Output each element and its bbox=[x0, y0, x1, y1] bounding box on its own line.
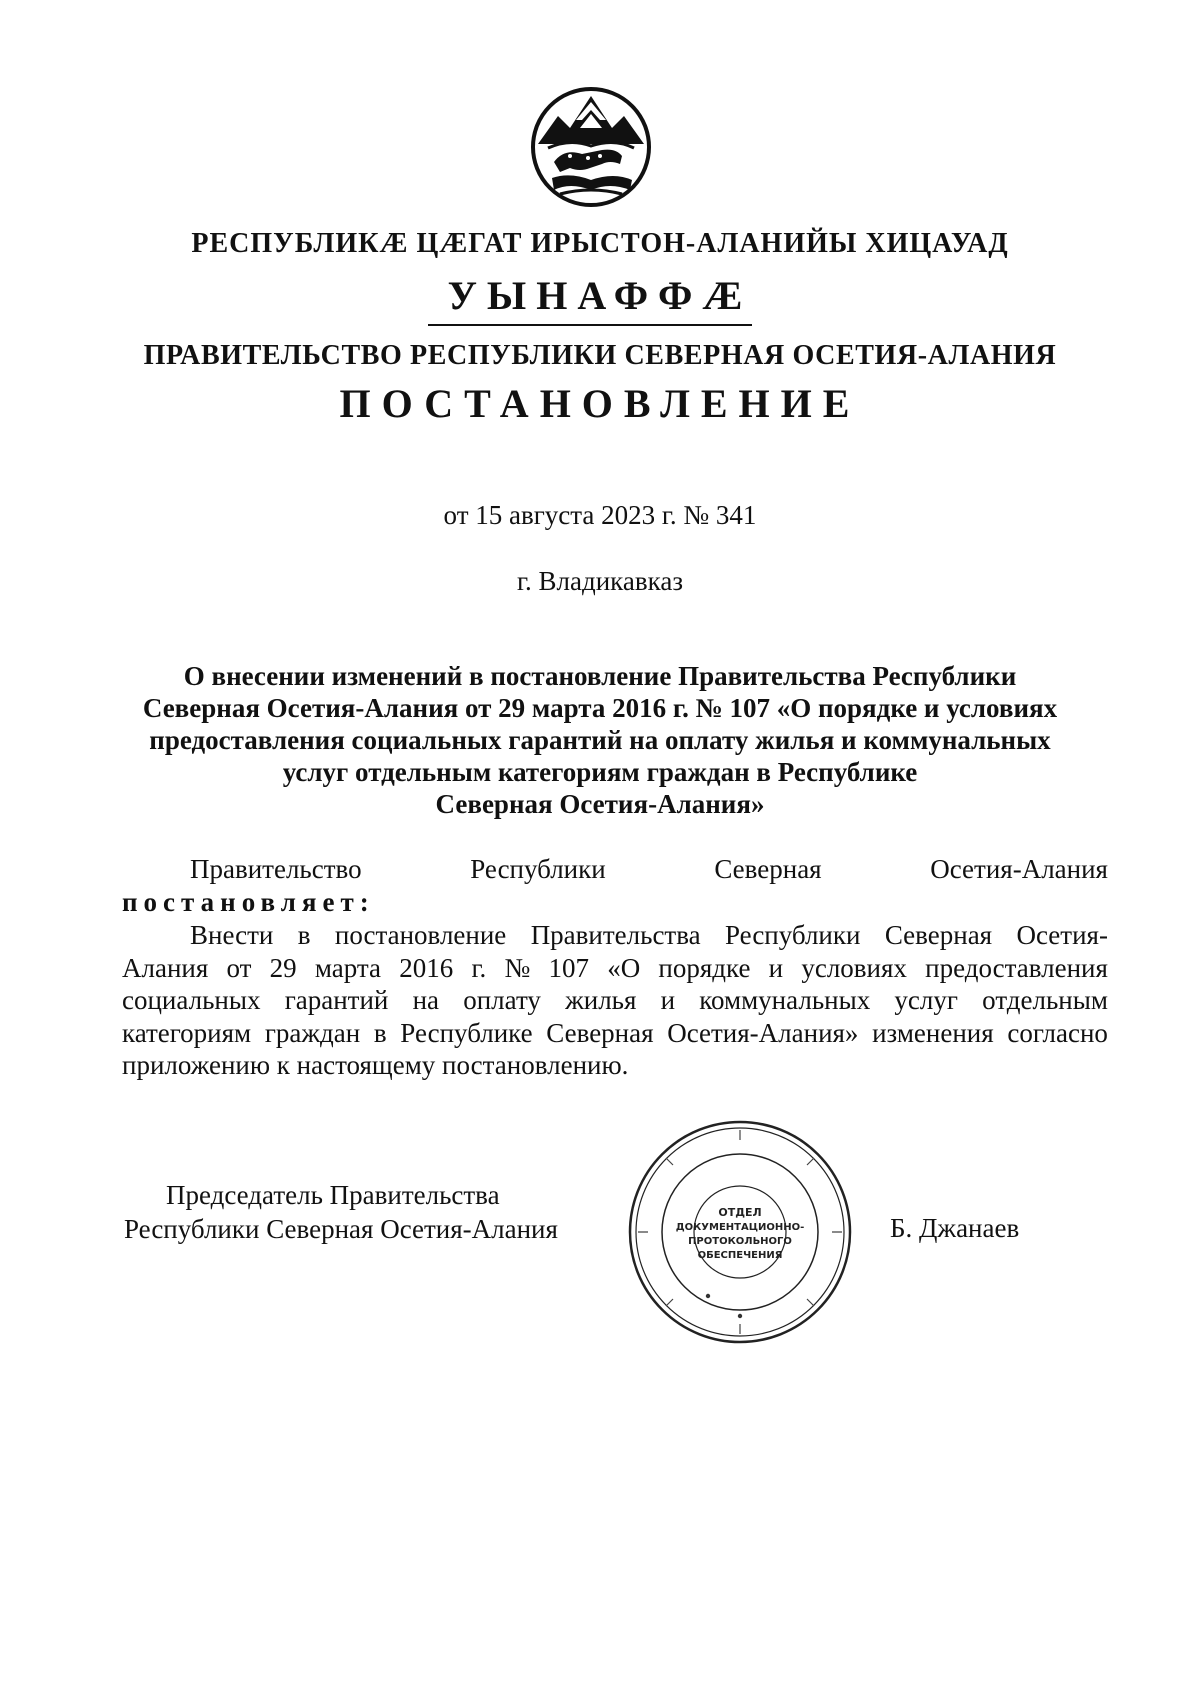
paragraph-word: Северная bbox=[546, 1017, 654, 1048]
paragraph-word: г. bbox=[471, 952, 487, 983]
paragraph-word: в bbox=[297, 920, 311, 950]
paragraph-word: 29 bbox=[269, 952, 297, 983]
paragraph-word: коммунальных bbox=[699, 985, 871, 1015]
paragraph-word: Республики bbox=[725, 920, 861, 950]
paragraph-word: согласно bbox=[1007, 1017, 1108, 1048]
paragraph-line bbox=[122, 919, 1108, 952]
subject-line: О внесении изменений в постановление Правительства Республики bbox=[183, 661, 1017, 691]
seal-center-line: ПРОТОКОЛЬНОГО bbox=[688, 1236, 792, 1247]
paragraph-word: услуг bbox=[894, 985, 958, 1015]
subject-line: услуг отдельным категориям граждан в Республике bbox=[282, 757, 918, 787]
preamble-word: Северная bbox=[714, 854, 822, 884]
paragraph-word: граждан bbox=[264, 1017, 361, 1048]
paragraph-word: Осетия- bbox=[1016, 920, 1108, 950]
paragraph-word: «О bbox=[607, 952, 641, 983]
paragraph-line bbox=[122, 984, 1108, 1017]
preamble-word: Республики bbox=[470, 854, 606, 884]
seal-center-line: ОБЕСПЕЧЕНИЯ bbox=[697, 1250, 783, 1261]
decree-word: постановляет: bbox=[122, 887, 375, 917]
paragraph-word: и bbox=[768, 952, 784, 983]
header-divider bbox=[428, 324, 752, 326]
decree-paragraph bbox=[122, 919, 1108, 1082]
subject-line: предоставления социальных гарантий на оплату жилья и коммунальных bbox=[149, 725, 1051, 755]
paragraph-word: предоставления bbox=[925, 952, 1108, 983]
coat-of-arms-icon bbox=[530, 82, 652, 212]
paragraph-word: постановление bbox=[334, 920, 507, 950]
paragraph-line bbox=[122, 952, 1108, 985]
paragraph-word: Северная bbox=[884, 920, 993, 950]
paragraph-line: приложению к настоящему постановлению. bbox=[122, 1050, 629, 1080]
russian-document-type: ПОСТАНОВЛЕНИЕ bbox=[339, 381, 861, 426]
official-seal-icon bbox=[626, 1118, 854, 1346]
subject-line: Северная Осетия-Алания» bbox=[435, 789, 765, 819]
paragraph-word: Внести bbox=[190, 920, 274, 950]
paragraph-word: 2016 bbox=[399, 952, 454, 983]
paragraph-word: Осетия-Алания» bbox=[667, 1017, 859, 1048]
seal-center-line: ОТДЕЛ bbox=[718, 1206, 762, 1219]
ossetian-government-name: РЕСПУБЛИКӔ ЦӔГАТ ИРЫСТОН-АЛАНИЙЫ ХИЦАУАД bbox=[191, 228, 1009, 259]
preamble-word: Правительство bbox=[190, 854, 362, 884]
signer-title bbox=[124, 1178, 558, 1246]
paragraph-word: от bbox=[226, 952, 252, 983]
signer-title-line: Республики Северная Осетия-Алания bbox=[124, 1214, 558, 1244]
paragraph-word: и bbox=[660, 985, 676, 1015]
paragraph-word: 107 bbox=[548, 952, 589, 983]
seal-center-line: ДОКУМЕНТАЦИОННО- bbox=[675, 1222, 805, 1233]
paragraph-word: отдельным bbox=[982, 985, 1108, 1015]
paragraph-line bbox=[122, 1017, 1108, 1050]
subject-line: Северная Осетия-Алания от 29 марта 2016 г. № 107 «О порядке и условиях bbox=[142, 693, 1058, 723]
paragraph-word: социальных bbox=[122, 985, 261, 1015]
paragraph-word: Алания bbox=[122, 952, 209, 983]
paragraph-word: жилья bbox=[565, 985, 637, 1015]
paragraph-word: № bbox=[504, 952, 531, 983]
paragraph-word: Правительства bbox=[530, 920, 701, 950]
preamble-line bbox=[122, 853, 1108, 886]
signer-name: Б. Джанаев bbox=[890, 1213, 1020, 1243]
paragraph-word: в bbox=[373, 1017, 387, 1048]
russian-government-name: ПРАВИТЕЛЬСТВО РЕСПУБЛИКИ СЕВЕРНАЯ ОСЕТИЯ-АЛАНИЯ bbox=[143, 340, 1057, 371]
paragraph-word: условиях bbox=[801, 952, 907, 983]
paragraph-word: категориям bbox=[122, 1017, 252, 1048]
ossetian-document-type: УЫНАФФӔ bbox=[447, 273, 753, 318]
signer-title-line: Председатель Правительства bbox=[166, 1180, 500, 1210]
paragraph-word: оплату bbox=[463, 985, 541, 1015]
decree-city: г. Владикавказ bbox=[517, 566, 683, 596]
decree-subject bbox=[120, 660, 1080, 820]
paragraph-word: изменения bbox=[872, 1017, 994, 1048]
decree-date-number: от 15 августа 2023 г. № 341 bbox=[443, 500, 757, 530]
paragraph-word: Республике bbox=[400, 1017, 533, 1048]
paragraph-word: порядке bbox=[658, 952, 751, 983]
paragraph-word: марта bbox=[314, 952, 382, 983]
preamble-word: Осетия-Алания bbox=[930, 854, 1108, 884]
paragraph-word: на bbox=[412, 985, 440, 1015]
paragraph-word: гарантий bbox=[284, 985, 389, 1015]
